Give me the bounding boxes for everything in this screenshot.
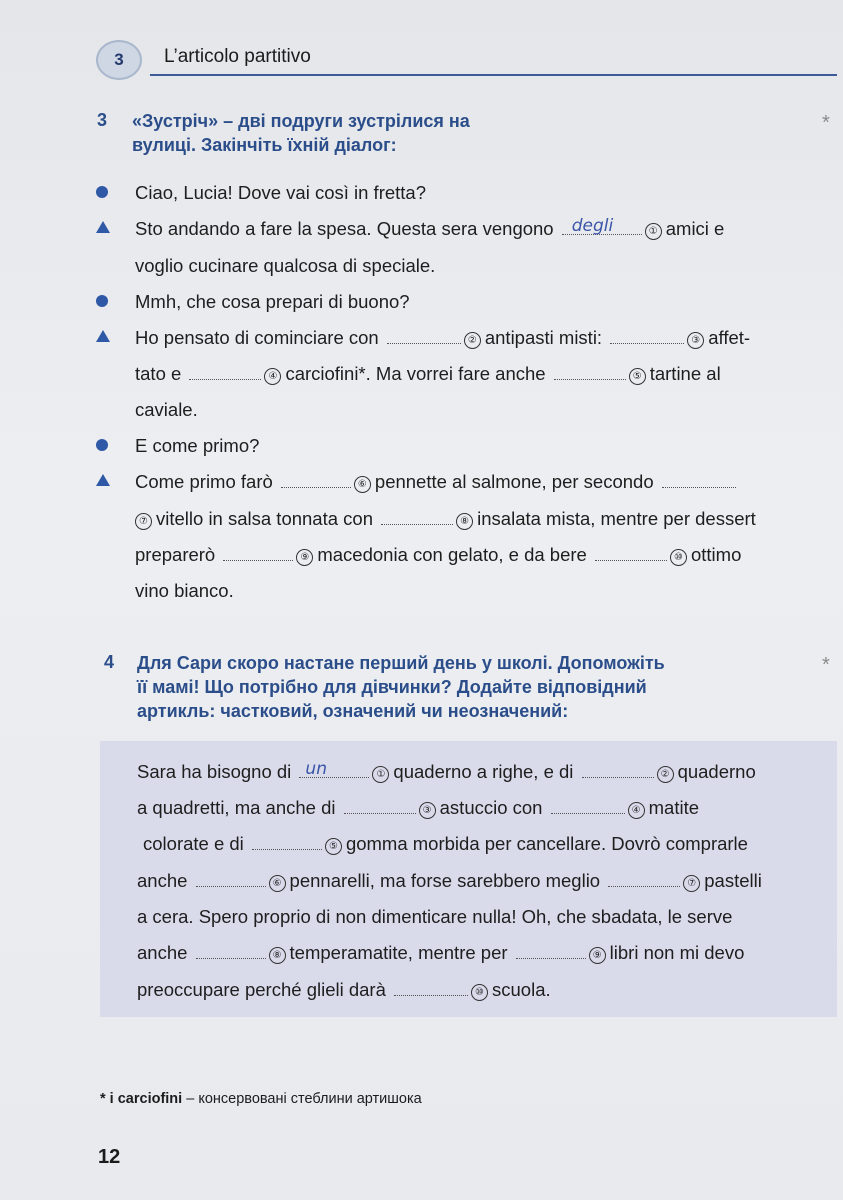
blank-number: ⑧	[269, 947, 286, 964]
dialog-text: Ho pensato di cominciare con	[135, 327, 379, 348]
exercise-line	[137, 979, 551, 1001]
footnote-term: * i carciofini	[100, 1091, 183, 1107]
speaker-circle-icon	[96, 295, 108, 307]
blank-number: ⑤	[325, 838, 342, 855]
exercise-line	[137, 942, 744, 964]
dialog-text: tato e	[135, 363, 182, 384]
speaker-triangle-icon	[96, 330, 110, 342]
blank-number: ①	[645, 223, 662, 240]
blank-number: ⑩	[670, 549, 687, 566]
dialog-text: tartine al	[649, 363, 721, 384]
exercise-text: quaderno	[677, 761, 756, 782]
dialog-text: Sto andando a fare la spesa. Questa sera vengono	[135, 218, 554, 239]
blank-number: ⑨	[589, 947, 606, 964]
exercise-4-instruction-line: її мамі! Що потрібно для дівчинки? Додайте відповідний	[137, 677, 647, 697]
filled-answer: degli	[571, 216, 614, 236]
header-rule	[150, 74, 837, 76]
exercise-line	[137, 797, 699, 819]
exercise-4-number: 4	[104, 652, 115, 672]
dialog-text: vitello in salsa tonnata con	[156, 508, 373, 529]
blank-number: ⑤	[629, 368, 646, 385]
blank-number: ②	[657, 766, 674, 783]
exercise-3-number: 3	[97, 110, 108, 130]
dialog-line: vino bianco.	[135, 580, 234, 601]
answer-blank-4[interactable]	[551, 799, 625, 814]
blank-number: ①	[372, 766, 389, 783]
exercise-text: gomma morbida per cancellare. Dovrò comprarle	[345, 833, 748, 854]
difficulty-star-icon: *	[822, 112, 830, 134]
exercise-line: a cera. Spero proprio di non dimenticare nulla! Oh, che sbadata, le serve	[137, 906, 733, 927]
exercise-3-instruction-line: «Зустріч» – дві подруги зустрілися на	[132, 111, 470, 131]
filled-answer: un	[305, 759, 327, 779]
dialog-text: pennette al salmone, per secondo	[374, 471, 654, 492]
exercise-4-instruction-line: артикль: частковий, означений чи неозначений:	[137, 701, 569, 721]
chapter-number: 3	[114, 50, 124, 69]
exercise-line	[143, 833, 748, 855]
dialog-line	[135, 508, 756, 530]
answer-blank-6[interactable]	[196, 872, 266, 887]
answer-blank-1[interactable]	[299, 759, 369, 779]
blank-number: ⑥	[354, 476, 371, 493]
exercise-text: a quadretti, ma anche di	[137, 797, 336, 818]
answer-blank-7[interactable]	[662, 473, 736, 488]
exercise-3-instruction-line: вулиці. Закінчіть їхній діалог:	[132, 135, 397, 155]
exercise-text: scuola.	[492, 979, 551, 1000]
exercise-text: matite	[648, 797, 700, 818]
answer-blank-5[interactable]	[554, 365, 626, 380]
dialog-line: voglio cucinare qualcosa di speciale.	[135, 255, 436, 276]
answer-blank-1[interactable]	[562, 216, 642, 236]
dialog-text: affet-	[708, 327, 751, 348]
answer-blank-5[interactable]	[252, 835, 322, 850]
exercise-text: quaderno a righe, e di	[393, 761, 574, 782]
blank-number: ⑩	[471, 984, 488, 1001]
blank-number: ⑧	[456, 513, 473, 530]
speaker-circle-icon	[96, 186, 108, 198]
dialog-text: ottimo	[690, 544, 742, 565]
exercise-line	[137, 761, 756, 783]
dialog-line: Ciao, Lucia! Dove vai così in fretta?	[135, 182, 427, 203]
dialog-line	[135, 544, 741, 566]
exercise-text: Sara ha bisogno di	[137, 761, 292, 782]
dialog-text: insalata mista, mentre per dessert	[477, 508, 756, 529]
blank-number: ③	[687, 332, 704, 349]
blank-number: ⑦	[135, 513, 152, 530]
speaker-circle-icon	[96, 439, 108, 451]
answer-blank-8[interactable]	[381, 510, 453, 525]
exercise-4-instruction-line: Для Сари скоро настане перший день у школі. Допоможіть	[137, 653, 665, 673]
dialog-text: antipasti misti:	[484, 327, 603, 348]
exercise-line	[137, 870, 762, 892]
answer-blank-3[interactable]	[610, 329, 684, 344]
answer-blank-9[interactable]	[223, 546, 293, 561]
blank-number: ②	[464, 332, 481, 349]
exercise-text: pastelli	[704, 870, 762, 891]
speaker-triangle-icon	[96, 221, 110, 233]
answer-blank-6[interactable]	[281, 473, 351, 488]
answer-blank-9[interactable]	[516, 944, 586, 959]
exercise-text: preoccupare perché glieli darà	[137, 979, 386, 1000]
chapter-title: L’articolo partitivo	[164, 46, 311, 67]
blank-number: ④	[264, 368, 281, 385]
footnote	[100, 1091, 422, 1107]
answer-blank-3[interactable]	[344, 799, 416, 814]
dialog-text: amici e	[665, 218, 725, 239]
page-number: 12	[98, 1146, 121, 1168]
blank-number: ⑨	[296, 549, 313, 566]
chapter-badge	[96, 40, 142, 80]
blank-number: ⑥	[269, 875, 286, 892]
exercise-4-instruction	[137, 651, 665, 723]
dialog-line	[135, 363, 721, 385]
dialog-text: preparerò	[135, 544, 216, 565]
answer-blank-7[interactable]	[608, 872, 680, 887]
exercise-text: anche	[137, 942, 188, 963]
exercise-text: anche	[137, 870, 188, 891]
dialog-text: carciofini*. Ma vorrei fare anche	[285, 363, 546, 384]
answer-blank-4[interactable]	[189, 365, 261, 380]
footnote-text: – консервовані стеблини артишока	[182, 1091, 422, 1107]
blank-number: ⑦	[683, 875, 700, 892]
speaker-triangle-icon	[96, 474, 110, 486]
answer-blank-10[interactable]	[595, 546, 667, 561]
answer-blank-2[interactable]	[582, 763, 654, 778]
dialog-line: E come primo?	[135, 435, 260, 456]
dialog-text: Come primo farò	[135, 471, 273, 492]
answer-blank-8[interactable]	[196, 944, 266, 959]
dialog-line	[135, 471, 739, 493]
dialog-line	[135, 218, 724, 240]
blank-number: ④	[628, 802, 645, 819]
dialog-line: caviale.	[135, 399, 198, 420]
dialog-line: Mmh, che cosa prepari di buono?	[135, 291, 410, 312]
dialog-line	[135, 327, 750, 349]
blank-number: ③	[419, 802, 436, 819]
exercise-text: temperamatite, mentre per	[289, 942, 508, 963]
answer-blank-10[interactable]	[394, 981, 468, 996]
exercise-text: libri non mi devo	[609, 942, 745, 963]
exercise-text: pennarelli, ma forse sarebbero meglio	[289, 870, 601, 891]
dialog-text: macedonia con gelato, e da bere	[317, 544, 587, 565]
exercise-text: astuccio con	[439, 797, 543, 818]
exercise-3-instruction	[132, 109, 470, 157]
difficulty-star-icon: *	[822, 654, 830, 676]
answer-blank-2[interactable]	[387, 329, 461, 344]
exercise-text: colorate e di	[143, 833, 244, 854]
